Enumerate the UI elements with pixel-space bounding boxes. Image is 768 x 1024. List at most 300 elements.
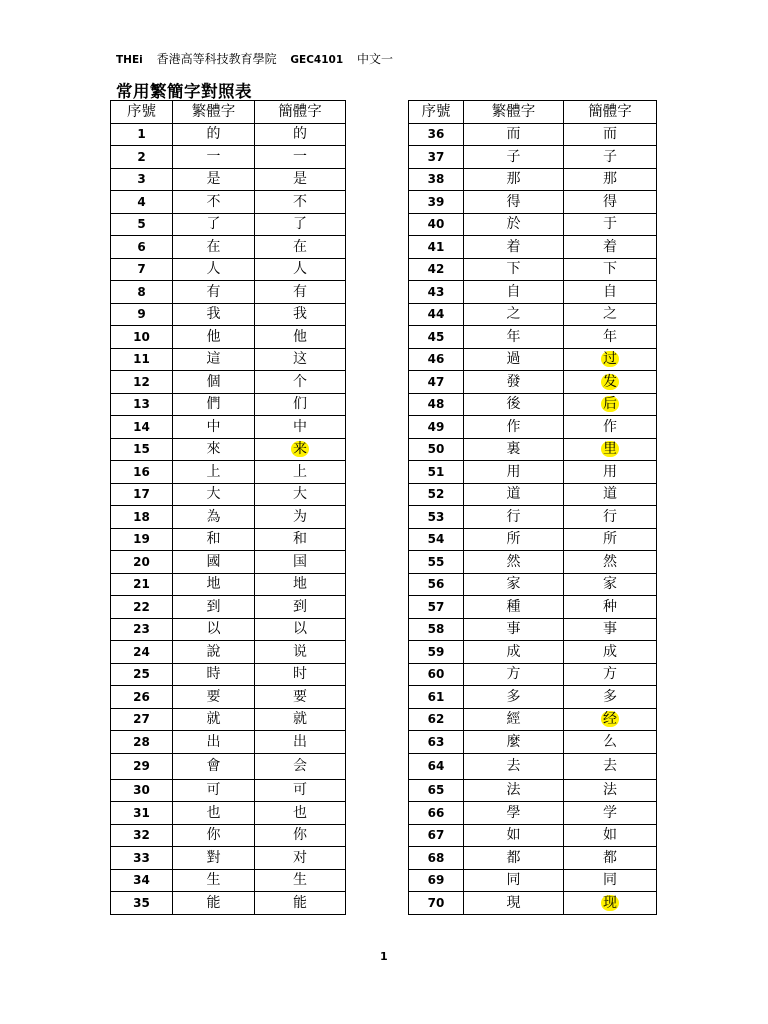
traditional-char: 都 xyxy=(506,849,521,866)
traditional-char-cell xyxy=(464,438,564,461)
row-number-cell xyxy=(111,258,173,281)
traditional-char: 出 xyxy=(206,733,221,750)
simplified-char-cell xyxy=(564,303,657,326)
table-row xyxy=(409,393,657,416)
table-row xyxy=(409,371,657,394)
row-number: 13 xyxy=(133,397,150,412)
simplified-char: 而 xyxy=(603,126,617,143)
traditional-char-cell xyxy=(464,686,564,709)
row-number: 46 xyxy=(427,352,445,367)
simplified-char-cell xyxy=(564,708,657,731)
row-number-cell xyxy=(111,596,173,619)
row-number: 14 xyxy=(133,419,150,434)
row-number-cell xyxy=(111,641,173,664)
simplified-char-cell xyxy=(564,779,657,802)
row-number: 22 xyxy=(133,599,150,614)
traditional-char-cell xyxy=(464,191,564,214)
traditional-char: 也 xyxy=(206,804,221,821)
row-number: 58 xyxy=(427,622,445,637)
row-number: 27 xyxy=(133,712,150,727)
simplified-char: 的 xyxy=(293,126,307,143)
simplified-char: 去 xyxy=(603,758,617,774)
table-row xyxy=(409,892,657,915)
traditional-char: 會 xyxy=(206,758,221,774)
traditional-char-cell xyxy=(173,371,255,394)
row-number-cell xyxy=(111,753,173,779)
traditional-char-cell xyxy=(173,416,255,439)
row-number-cell xyxy=(409,461,464,484)
traditional-char: 能 xyxy=(206,894,221,911)
simplified-char: 和 xyxy=(293,531,307,548)
simplified-char-cell xyxy=(255,847,346,870)
traditional-char: 是 xyxy=(206,171,221,188)
row-number: 57 xyxy=(427,599,445,614)
row-number: 53 xyxy=(427,509,445,524)
row-number-cell xyxy=(409,753,464,779)
row-number: 60 xyxy=(427,667,445,682)
traditional-char: 為 xyxy=(206,508,221,525)
row-number-cell xyxy=(409,281,464,304)
row-number-cell xyxy=(409,393,464,416)
row-number: 5 xyxy=(137,217,146,232)
traditional-char-cell xyxy=(464,416,564,439)
traditional-char: 來 xyxy=(206,441,221,458)
traditional-char-cell xyxy=(173,303,255,326)
simplified-char: 经 xyxy=(603,711,617,728)
simplified-char: 然 xyxy=(603,553,617,570)
traditional-char-cell xyxy=(464,551,564,574)
simplified-char-cell xyxy=(564,506,657,529)
table-row xyxy=(111,258,346,281)
simplified-char: 自 xyxy=(603,283,617,300)
simplified-char: 人 xyxy=(293,261,307,278)
simplified-char-cell xyxy=(255,892,346,915)
simplified-char-cell xyxy=(255,506,346,529)
traditional-char: 道 xyxy=(506,486,521,503)
traditional-char: 如 xyxy=(506,827,521,844)
table-row xyxy=(409,641,657,664)
traditional-char-cell xyxy=(173,824,255,847)
traditional-char-cell xyxy=(173,213,255,236)
row-number: 7 xyxy=(137,262,146,277)
traditional-char-cell xyxy=(464,168,564,191)
traditional-char-cell xyxy=(173,461,255,484)
traditional-char: 人 xyxy=(206,261,221,278)
row-number: 68 xyxy=(427,850,445,865)
simplified-char-cell xyxy=(255,438,346,461)
row-number-cell xyxy=(111,191,173,214)
simplified-char: 上 xyxy=(293,463,307,480)
simplified-char-cell xyxy=(564,869,657,892)
simplified-char-cell xyxy=(564,802,657,825)
traditional-char: 地 xyxy=(206,576,221,593)
simplified-char-cell xyxy=(564,551,657,574)
char-table-left xyxy=(110,100,346,915)
simplified-char-cell xyxy=(255,731,346,754)
traditional-char: 得 xyxy=(506,193,521,210)
simplified-char-cell xyxy=(255,686,346,709)
traditional-char: 去 xyxy=(506,758,521,774)
row-number-cell xyxy=(111,551,173,574)
traditional-char-cell xyxy=(173,258,255,281)
col-header-traditional: 繁體字 xyxy=(173,101,255,124)
row-number-cell xyxy=(111,416,173,439)
traditional-char: 自 xyxy=(506,283,521,300)
traditional-char-cell xyxy=(464,258,564,281)
traditional-char: 後 xyxy=(506,396,521,413)
row-number: 4 xyxy=(137,194,146,209)
simplified-char-cell xyxy=(564,686,657,709)
simplified-char: 要 xyxy=(293,688,307,705)
simplified-char-cell xyxy=(255,869,346,892)
simplified-char: 时 xyxy=(293,666,307,683)
simplified-char: 可 xyxy=(293,782,307,799)
traditional-char-cell xyxy=(173,281,255,304)
table-row xyxy=(111,802,346,825)
row-number-cell xyxy=(409,348,464,371)
simplified-char-cell xyxy=(255,348,346,371)
row-number: 12 xyxy=(133,374,150,389)
traditional-char-cell xyxy=(464,869,564,892)
table-row xyxy=(409,123,657,146)
row-number-cell xyxy=(111,618,173,641)
row-number: 20 xyxy=(133,554,150,569)
table-row xyxy=(111,461,346,484)
simplified-char: 之 xyxy=(603,306,617,323)
traditional-char-cell xyxy=(173,191,255,214)
row-number-cell xyxy=(409,779,464,802)
simplified-char-cell xyxy=(255,663,346,686)
simplified-char-cell xyxy=(255,779,346,802)
simplified-char: 会 xyxy=(293,758,307,774)
traditional-char-cell xyxy=(464,573,564,596)
simplified-char-cell xyxy=(255,753,346,779)
col-header-simplified: 簡體字 xyxy=(564,101,657,124)
row-number: 36 xyxy=(427,127,445,142)
row-number-cell xyxy=(111,461,173,484)
traditional-char: 發 xyxy=(506,373,521,390)
row-number: 40 xyxy=(427,217,445,232)
simplified-char: 下 xyxy=(603,261,617,278)
traditional-char: 說 xyxy=(206,643,221,660)
traditional-char: 方 xyxy=(506,666,521,683)
row-number-cell xyxy=(409,802,464,825)
row-number-cell xyxy=(409,708,464,731)
traditional-char: 經 xyxy=(506,711,521,728)
row-number: 42 xyxy=(427,262,445,277)
table-row xyxy=(409,191,657,214)
traditional-char-cell xyxy=(464,641,564,664)
simplified-char: 后 xyxy=(603,396,617,413)
row-number-cell xyxy=(111,483,173,506)
simplified-char: 么 xyxy=(603,733,617,750)
row-number-cell xyxy=(409,483,464,506)
table-row xyxy=(111,303,346,326)
traditional-char: 可 xyxy=(206,782,221,799)
simplified-char: 个 xyxy=(293,373,307,390)
row-number: 50 xyxy=(427,442,445,457)
traditional-char: 他 xyxy=(206,328,221,345)
row-number-cell xyxy=(111,438,173,461)
simplified-char-cell xyxy=(255,618,346,641)
traditional-char: 家 xyxy=(506,576,521,593)
row-number-cell xyxy=(409,236,464,259)
simplified-char-cell xyxy=(564,438,657,461)
col-header-traditional: 繁體字 xyxy=(464,101,564,124)
row-number-cell xyxy=(111,281,173,304)
row-number-cell xyxy=(111,847,173,870)
simplified-char-cell xyxy=(564,641,657,664)
simplified-char-cell xyxy=(255,146,346,169)
row-number-cell xyxy=(409,551,464,574)
traditional-char-cell xyxy=(173,596,255,619)
row-number-cell xyxy=(409,371,464,394)
table-row xyxy=(111,416,346,439)
table-row xyxy=(409,802,657,825)
simplified-char-cell xyxy=(255,281,346,304)
simplified-char: 他 xyxy=(293,328,307,345)
traditional-char-cell xyxy=(464,892,564,915)
simplified-char-cell xyxy=(564,191,657,214)
row-number: 45 xyxy=(427,329,445,344)
row-number-cell xyxy=(409,326,464,349)
row-number: 63 xyxy=(427,734,445,749)
table-row xyxy=(409,416,657,439)
row-number-cell xyxy=(111,506,173,529)
traditional-char-cell xyxy=(173,348,255,371)
traditional-char: 國 xyxy=(206,553,221,570)
table-row xyxy=(409,596,657,619)
simplified-char-cell xyxy=(255,416,346,439)
traditional-char-cell xyxy=(464,663,564,686)
row-number-cell xyxy=(111,869,173,892)
simplified-char: 年 xyxy=(603,328,617,345)
traditional-char-cell xyxy=(464,303,564,326)
table-row xyxy=(111,753,346,779)
traditional-char: 的 xyxy=(206,126,221,143)
row-number-cell xyxy=(111,802,173,825)
row-number: 31 xyxy=(133,805,150,820)
traditional-char: 用 xyxy=(506,463,521,480)
simplified-char: 就 xyxy=(293,711,307,728)
simplified-char: 也 xyxy=(293,804,307,821)
row-number-cell xyxy=(409,596,464,619)
row-number: 1 xyxy=(137,127,146,142)
table-row xyxy=(409,847,657,870)
simplified-char-cell xyxy=(564,236,657,259)
table-row xyxy=(111,506,346,529)
simplified-char-cell xyxy=(255,708,346,731)
simplified-char-cell xyxy=(564,892,657,915)
table-row xyxy=(111,824,346,847)
row-number: 48 xyxy=(427,397,445,412)
table-row xyxy=(409,236,657,259)
traditional-char: 時 xyxy=(206,666,221,683)
simplified-char-cell xyxy=(255,236,346,259)
simplified-char-cell xyxy=(255,802,346,825)
row-number: 54 xyxy=(427,532,445,547)
row-number-cell xyxy=(409,847,464,870)
row-number-cell xyxy=(409,303,464,326)
simplified-char: 出 xyxy=(293,733,307,750)
simplified-char: 于 xyxy=(603,216,617,233)
simplified-char-cell xyxy=(255,326,346,349)
simplified-char: 地 xyxy=(293,576,307,593)
simplified-char: 道 xyxy=(603,486,617,503)
simplified-char: 来 xyxy=(293,441,307,458)
simplified-char: 学 xyxy=(603,804,617,821)
table-row xyxy=(409,326,657,349)
simplified-char: 大 xyxy=(293,486,307,503)
traditional-char: 現 xyxy=(506,894,521,911)
traditional-char-cell xyxy=(173,779,255,802)
simplified-char-cell xyxy=(564,213,657,236)
row-number: 33 xyxy=(133,850,150,865)
simplified-char: 有 xyxy=(293,283,307,300)
table-row xyxy=(111,847,346,870)
simplified-char: 法 xyxy=(603,782,617,799)
row-number: 24 xyxy=(133,644,150,659)
traditional-char-cell xyxy=(464,779,564,802)
traditional-char: 大 xyxy=(206,486,221,503)
row-number: 17 xyxy=(133,487,150,502)
simplified-char-cell xyxy=(564,663,657,686)
table-row xyxy=(409,483,657,506)
traditional-char: 那 xyxy=(506,171,521,188)
table-row xyxy=(111,191,346,214)
traditional-char: 不 xyxy=(206,193,221,210)
simplified-char-cell xyxy=(255,596,346,619)
table-row xyxy=(409,258,657,281)
table-row xyxy=(111,438,346,461)
traditional-char-cell xyxy=(464,802,564,825)
simplified-char-cell xyxy=(255,191,346,214)
simplified-char: 多 xyxy=(603,688,617,705)
row-number: 56 xyxy=(427,577,445,592)
traditional-char-cell xyxy=(173,168,255,191)
traditional-char-cell xyxy=(464,708,564,731)
simplified-char-cell xyxy=(564,393,657,416)
row-number: 65 xyxy=(427,783,445,798)
simplified-char-cell xyxy=(564,483,657,506)
traditional-char-cell xyxy=(173,663,255,686)
traditional-char: 過 xyxy=(506,351,521,368)
simplified-char: 们 xyxy=(293,396,307,413)
traditional-char-cell xyxy=(173,393,255,416)
traditional-char: 了 xyxy=(206,216,221,233)
page-number: 1 xyxy=(380,950,388,963)
traditional-char: 成 xyxy=(506,643,521,660)
traditional-char: 個 xyxy=(206,373,221,390)
row-number: 41 xyxy=(427,239,445,254)
traditional-char-cell xyxy=(173,551,255,574)
simplified-char: 为 xyxy=(293,508,307,525)
row-number-cell xyxy=(409,869,464,892)
row-number-cell xyxy=(409,892,464,915)
simplified-char-cell xyxy=(564,824,657,847)
table-row xyxy=(111,348,346,371)
traditional-char: 而 xyxy=(506,126,521,143)
simplified-char: 行 xyxy=(603,508,617,525)
table-row xyxy=(111,236,346,259)
traditional-char-cell xyxy=(173,528,255,551)
simplified-char: 国 xyxy=(293,553,307,570)
table-row xyxy=(111,663,346,686)
row-number: 43 xyxy=(427,284,445,299)
traditional-char-cell xyxy=(173,618,255,641)
simplified-char: 子 xyxy=(603,148,617,165)
table-row xyxy=(111,213,346,236)
row-number: 62 xyxy=(427,712,445,727)
simplified-char: 生 xyxy=(293,872,307,889)
table-row xyxy=(409,281,657,304)
table-row xyxy=(111,528,346,551)
traditional-char-cell xyxy=(464,393,564,416)
row-number: 59 xyxy=(427,644,445,659)
traditional-char-cell xyxy=(464,618,564,641)
table-row xyxy=(409,753,657,779)
simplified-char: 在 xyxy=(293,238,307,255)
traditional-char-cell xyxy=(464,528,564,551)
simplified-char-cell xyxy=(255,824,346,847)
row-number-cell xyxy=(111,686,173,709)
table-row xyxy=(111,779,346,802)
simplified-char: 中 xyxy=(293,418,307,435)
table-row xyxy=(409,779,657,802)
row-number: 3 xyxy=(137,172,146,187)
simplified-char: 所 xyxy=(603,531,617,548)
traditional-char: 年 xyxy=(506,328,521,345)
traditional-char: 着 xyxy=(506,238,521,255)
table-row xyxy=(111,551,346,574)
simplified-char-cell xyxy=(564,847,657,870)
traditional-char-cell xyxy=(173,123,255,146)
simplified-char-cell xyxy=(564,348,657,371)
traditional-char-cell xyxy=(464,753,564,779)
table-row xyxy=(409,573,657,596)
row-number: 8 xyxy=(137,284,146,299)
row-number: 47 xyxy=(427,374,445,389)
row-number: 25 xyxy=(133,667,150,682)
table-row xyxy=(409,708,657,731)
row-number-cell xyxy=(111,326,173,349)
simplified-char-cell xyxy=(255,641,346,664)
row-number: 15 xyxy=(133,442,150,457)
traditional-char-cell xyxy=(173,641,255,664)
table-row xyxy=(111,281,346,304)
simplified-char: 说 xyxy=(293,643,307,660)
simplified-char-cell xyxy=(255,483,346,506)
simplified-char: 成 xyxy=(603,643,617,660)
row-number: 52 xyxy=(427,487,445,502)
row-number: 64 xyxy=(427,759,445,773)
simplified-char-cell xyxy=(564,281,657,304)
traditional-char: 裏 xyxy=(506,441,521,458)
simplified-char-cell xyxy=(255,213,346,236)
simplified-char-cell xyxy=(255,461,346,484)
simplified-char: 现 xyxy=(603,894,617,911)
simplified-char: 家 xyxy=(603,576,617,593)
traditional-char-cell xyxy=(464,123,564,146)
table-row xyxy=(111,371,346,394)
simplified-char: 了 xyxy=(293,216,307,233)
traditional-char: 到 xyxy=(206,598,221,615)
table-row xyxy=(111,483,346,506)
simplified-char: 到 xyxy=(293,598,307,615)
simplified-char-cell xyxy=(564,731,657,754)
traditional-char-cell xyxy=(464,506,564,529)
table-row xyxy=(111,326,346,349)
